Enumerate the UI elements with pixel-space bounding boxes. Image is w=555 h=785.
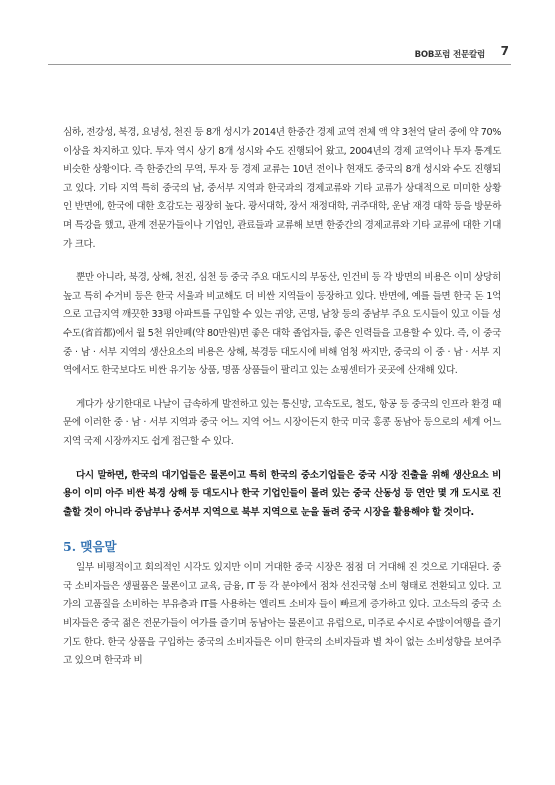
- page-header: [48, 46, 511, 65]
- header-title: BOB포럼 전문칼럼: [414, 50, 485, 60]
- page-number: 7: [500, 44, 509, 58]
- body-paragraph: 게다가 상기한대로 나날이 급속하게 발전하고 있는 통신망, 고속도로, 철도, 항공 등 중국의 인프라 환경 때문에 이러한 중 · 남 · 서부 지역과 중국 어느 지역 어느 시장이든지 한국 미국 홍콩 동남아 등으로의 세계 어느 지역 국제 시장까지도 쉽게 접근할 수 있다.: [63, 398, 501, 447]
- body-paragraph-emphasis: 다시 말하면, 한국의 대기업들은 물론이고 특히 한국의 중소기업들은 중국 시장 진출을 위해 생산요소 비용이 이미 아주 비싼 북경 상해 등 대도시나 한국 기업인들이 몰려 있는 중국 산동성 등 연안 몇 개 도시로 진출할 것이 아니라 중남부나 중서부 지역으로 북부 지역으로 눈을 돌려 중국 시장을 활용해야 할 것이다.: [63, 469, 501, 518]
- article-body: [63, 124, 501, 686]
- section-heading: 5. 맺음말: [63, 539, 117, 555]
- body-paragraph: 뿐만 아니라, 북경, 상해, 천진, 심천 등 중국 주요 대도시의 부동산, 인건비 등 각 방면의 비용은 이미 상당히 높고 특히 수거비 등은 한국 서울과 비교해도 더 비싼 지역들이 등장하고 있다. 반면에, 예를 들면 한국 돈 1억으로 고급지역 깨끗한 33평 아파트를 구입할 수 있는 귀양, 곤명, 남창 등의 중남부 주요 도시들이 있고 이들 성수도(省首都)에서 월 5천 위안폐(약 80만원)면 좋은 대학 졸업자들, 좋은 인력들을 고용할 수 있다. 즉, 이 중국 중 · 남 · 서부 지역의 생산요소의 비용은 상해, 북경등 대도시에 비해 엄청 싸지만, 중국의 이 중 · 남 · 서부 지역에서도 한국보다도 비싼 유기농 상품, 명품 상품들이 팔리고 있는 쇼핑센터가 곳곳에 산재해 있다.: [63, 272, 502, 377]
- body-paragraph: 심하, 전강성, 북경, 요녕성, 천진 등 8개 성시가 2014년 한중간 경제 교역 전체 액 약 3천억 달러 중에 약 70% 이상을 차지하고 있다. 투자 역시 상기 8개 성시와 수도 진행되어 왔고, 2004년의 경제 교역이나 투자 통계도 비슷한 상황이다. 즉 한중간의 무역, 투자 등 경제 교류는 10년 전이나 현재도 중국의 8개 성시와 수도 진행되고 있다. 기타 지역 특히 중국의 남, 중서부 지역과 한국과의 경제교류와 기타 교류가 상대적으로 미미한 상황인 반면에, 한국에 대한 호감도는 굉장히 높다. 광서대학, 장서 재정대학, 귀주대학, 운남 재경 대학 등을 방문하며 특강을 했고, 관계 전문가들이나 기업인, 관료들과 교류해 보면 한중간의 경제교류와 기타 교류에 대한 기대가 크다.: [63, 127, 501, 250]
- body-paragraph: 일부 비평적이고 회의적인 시각도 있지만 이미 거대한 중국 시장은 점점 더 거대해 진 것으로 기대된다. 중국 소비자들은 생필품은 물론이고 교육, 금융, IT 등 각 분야에서 점차 선진국형 소비 형태로 전환되고 있다. 고가의 고품질을 소비하는 부유층과 IT를 사용하는 엘리트 소비자 들이 빠르게 증가하고 있다. 고소득의 중국 소비자들은 중국 젊은 전문가들이 여가를 즐기며 동남아는 물론이고 유럽으로, 미주로 수시로 수많이여행을 즐기기도 한다. 한국 상품을 구입하는 중국의 소비자들은 이미 한국의 소비자들과 별 차이 없는 소비성향을 보여주고 있으며 한국과 비: [63, 562, 501, 667]
